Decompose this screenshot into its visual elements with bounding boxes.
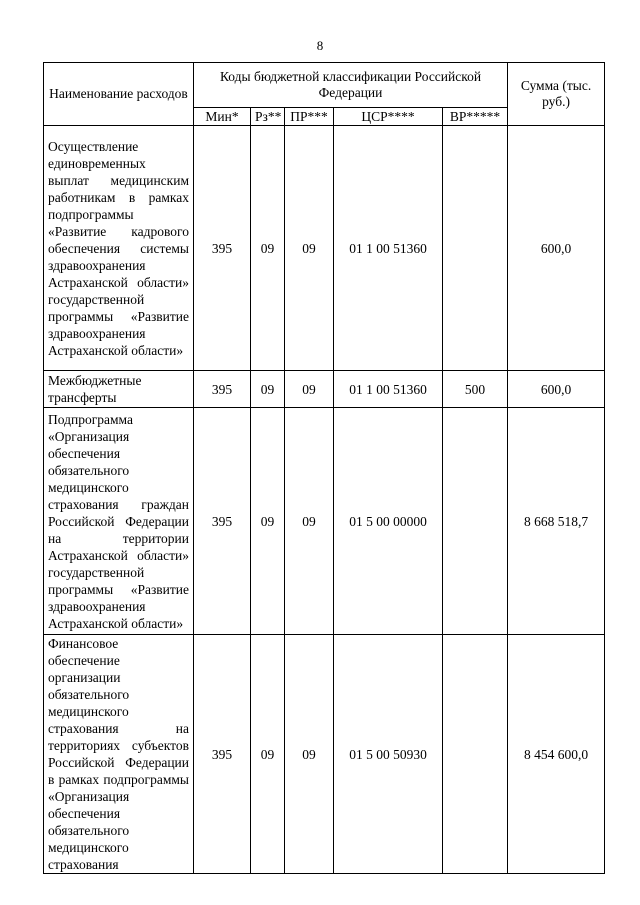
row-pr: 09 — [285, 635, 334, 874]
row-name: Подпрограмма «Организация обеспечения обязательного медицинского страхования граждан Российской Федерации на территории Астраханской области» государственной программы «Развитие здравоохранения Астраханской области» — [44, 408, 194, 635]
row-rz: 09 — [251, 408, 285, 635]
budget-table — [43, 62, 605, 874]
row-sum: 600,0 — [508, 371, 605, 408]
header-codes: Коды бюджетной классификации Российской Федерации — [194, 63, 508, 108]
header-csr: ЦСР**** — [334, 108, 443, 126]
row-pr: 09 — [285, 371, 334, 408]
header-row-top — [44, 63, 605, 108]
row-sum: 8 668 518,7 — [508, 408, 605, 635]
header-rz: Рз** — [251, 108, 285, 126]
row-csr: 01 5 00 00000 — [334, 408, 443, 635]
table-row — [44, 126, 605, 371]
row-csr: 01 1 00 51360 — [334, 371, 443, 408]
header-min: Мин* — [194, 108, 251, 126]
row-rz: 09 — [251, 635, 285, 874]
row-pr: 09 — [285, 126, 334, 371]
row-pr: 09 — [285, 408, 334, 635]
table-row — [44, 371, 605, 408]
row-min: 395 — [194, 635, 251, 874]
row-vr — [443, 408, 508, 635]
row-vr — [443, 635, 508, 874]
row-name: Осуществление единовременных выплат медицинским работникам в рамках подпрограммы «Развитие кадрового обеспечения системы здравоохранения Астраханской области» государственной программы «Развитие здравоохранения Астраханской области» — [44, 126, 194, 371]
row-csr: 01 5 00 50930 — [334, 635, 443, 874]
header-pr: ПР*** — [285, 108, 334, 126]
row-vr: 500 — [443, 371, 508, 408]
row-sum: 8 454 600,0 — [508, 635, 605, 874]
header-name: Наименование расходов — [44, 63, 194, 126]
row-rz: 09 — [251, 126, 285, 371]
row-name: Межбюджетные трансферты — [44, 371, 194, 408]
row-min: 395 — [194, 371, 251, 408]
table-row — [44, 408, 605, 635]
page-number: 8 — [316, 38, 324, 53]
row-csr: 01 1 00 51360 — [334, 126, 443, 371]
row-name: Финансовое обеспечение организации обязательного медицинского страхования на территориях субъектов Российской Федерации в рамках подпрограммы «Организация обеспечения обязательного медицинского страхования — [44, 635, 194, 874]
row-min: 395 — [194, 408, 251, 635]
table-row — [44, 635, 605, 874]
row-min: 395 — [194, 126, 251, 371]
row-vr — [443, 126, 508, 371]
row-sum: 600,0 — [508, 126, 605, 371]
header-sum: Сумма (тыс. руб.) — [508, 63, 605, 126]
header-vr: ВР***** — [443, 108, 508, 126]
row-rz: 09 — [251, 371, 285, 408]
